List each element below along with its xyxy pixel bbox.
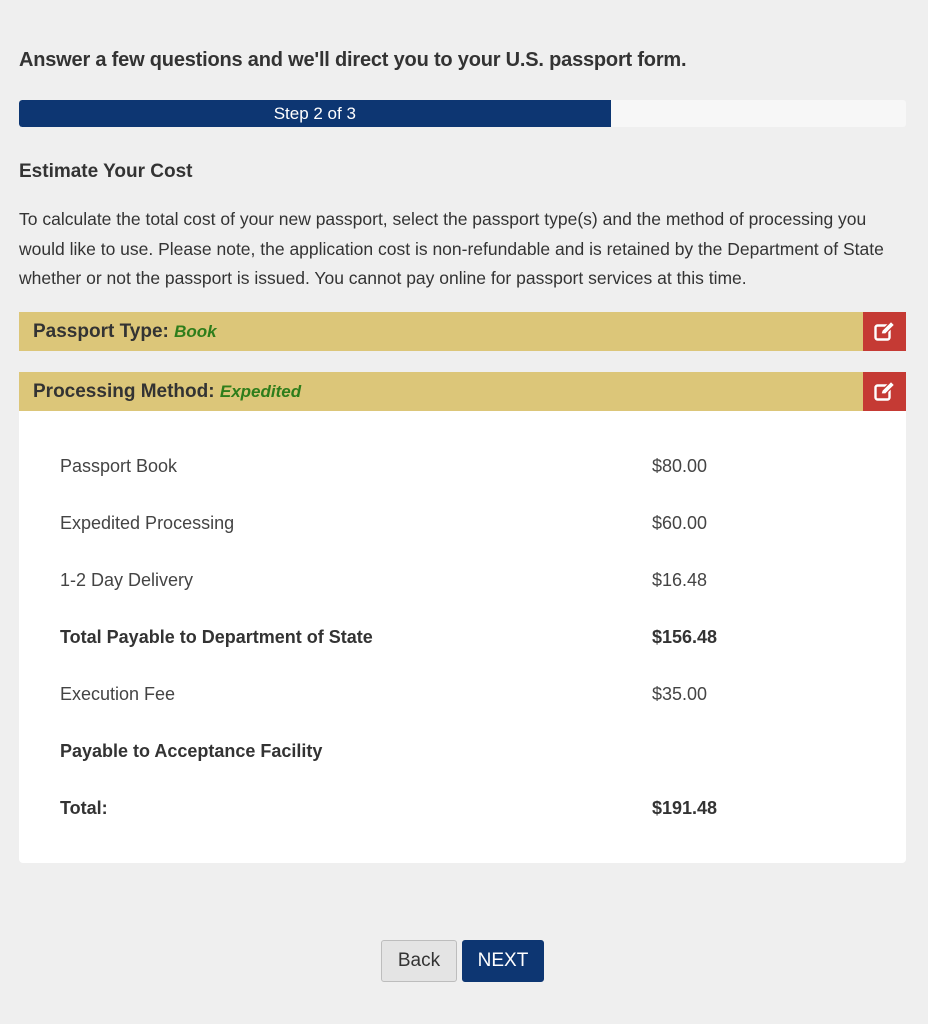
processing-method-bar [19,372,906,411]
processing-method-value: Expedited [219,381,302,401]
passport-type-label: Passport Type: [33,320,169,342]
passport-type-bar [19,312,906,351]
cost-amount: $60.00 [652,512,708,533]
edit-icon [874,321,896,341]
edit-passport-type-button[interactable] [863,312,906,351]
cost-amount: $35.00 [652,683,708,704]
cost-row-expedited-processing [60,510,860,536]
edit-icon [874,381,896,401]
cost-row-passport-book [60,453,860,479]
wizard-buttons [0,940,928,982]
progress-bar [19,100,906,127]
cost-breakdown [19,411,906,863]
cost-row-total-state [60,624,860,650]
cost-amount: $80.00 [652,455,708,476]
cost-label: Total Payable to Department of State [60,626,373,647]
cost-amount: $156.48 [652,626,718,647]
cost-row-total [60,795,860,821]
cost-row-execution-fee [60,681,860,707]
cost-row-delivery [60,567,860,593]
cost-description: To calculate the total cost of your new passport, select the passport type(s) and the method of processing you would like to use. Please note, the application cost is non-refundable and is retained by the Department of State whether or not the passport is issued. You cannot pay online for passport services at this time. [19,209,884,288]
passport-type-value: Book [174,321,217,341]
cost-amount: $191.48 [652,797,718,818]
edit-processing-method-button[interactable] [863,372,906,411]
cost-label: Expedited Processing [60,512,235,533]
cost-label: Execution Fee [60,683,176,704]
processing-method-label: Processing Method: [33,380,215,402]
next-button[interactable]: NEXT [462,940,544,982]
cost-label: Passport Book [60,455,178,476]
passport-wizard [19,0,907,863]
section-title: Estimate Your Cost [19,161,193,182]
cost-label: Payable to Acceptance Facility [60,740,323,761]
intro-heading: Answer a few questions and we'll direct you to your U.S. passport form. [19,49,687,71]
back-button[interactable]: Back [381,940,457,982]
cost-amount: $16.48 [652,569,708,590]
cost-label: 1-2 Day Delivery [60,569,194,590]
cost-label: Total: [60,797,108,818]
progress-fill: Step 2 of 3 [19,100,611,127]
cost-row-acceptance-facility [60,738,860,764]
